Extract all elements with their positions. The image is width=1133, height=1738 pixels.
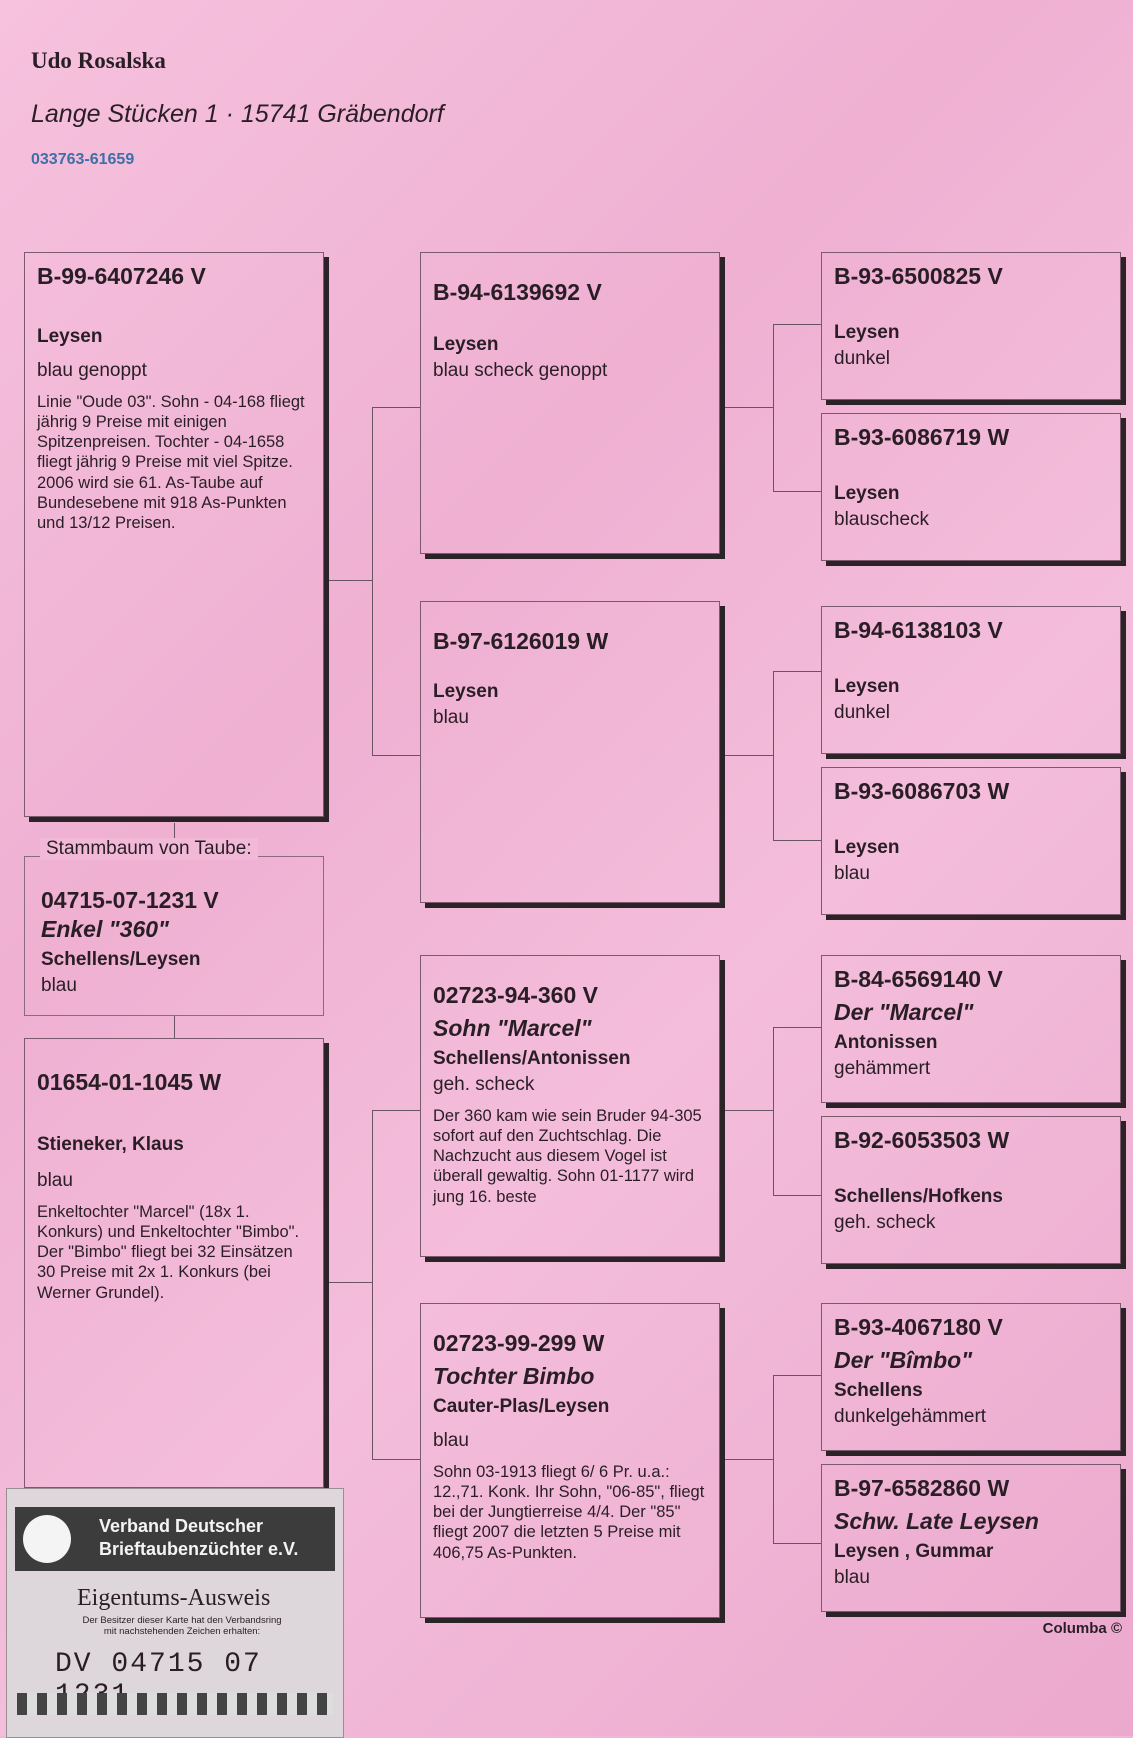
pigeon-name: Der "Marcel" [834, 999, 974, 1025]
feather-color: dunkelgehämmert [834, 1406, 987, 1427]
feather-color: blau [834, 863, 870, 884]
pigeon-name: Sohn "Marcel" [433, 1015, 592, 1041]
gen3-box [821, 955, 1121, 1103]
card-small-print [37, 1615, 327, 1638]
breeder-name: Udo Rosalska [31, 48, 166, 73]
connector [773, 840, 821, 841]
connector [773, 671, 774, 840]
connector [372, 1110, 373, 1459]
breed: Schellens/Hofkens [834, 1186, 1003, 1207]
connector [720, 407, 773, 408]
gen3-box [821, 1116, 1121, 1264]
card-ausweis: Eigentums-Ausweis [77, 1585, 271, 1611]
ring-number: 02723-94-360 V [433, 982, 598, 1008]
breed: Cauter-Plas/Leysen [433, 1396, 610, 1417]
feather-color: blau genoppt [37, 360, 147, 381]
performance-note: Sohn 03-1913 fliegt 6/ 6 Pr. u.a.: 12.,71. Konk. Ihr Sohn, "06-85", fliegt bei der Jungtierreise 4/4. Der "85" fliegt 2007 die letzten 5 Preise mit 406,75 As-Punkten. [433, 1463, 705, 1562]
connector [773, 1543, 821, 1544]
dam-box [24, 1038, 324, 1488]
connector [773, 1195, 821, 1196]
connector [773, 324, 821, 325]
subject-breed: Schellens/Leysen [41, 949, 201, 970]
feather-color: blau [433, 1430, 469, 1451]
connector [372, 407, 420, 408]
sire-box [24, 252, 324, 817]
feather-color: blau [834, 1567, 870, 1588]
connector [773, 1027, 821, 1028]
card-pattern [17, 1693, 333, 1715]
breeder-phone: 033763-61659 [31, 151, 135, 168]
breed: Leysen , Gummar [834, 1541, 994, 1562]
feather-color: blau scheck genoppt [433, 360, 608, 381]
feather-color: dunkel [834, 702, 890, 723]
connector [720, 755, 773, 756]
breed: Leysen [834, 483, 900, 504]
subject-ring-number: 04715-07-1231 V [41, 887, 219, 913]
pigeon-name: Schw. Late Leysen [834, 1508, 1039, 1534]
ring-number: B-92-6053503 W [834, 1127, 1010, 1153]
connector [372, 1459, 420, 1460]
ring-number: B-93-4067180 V [834, 1314, 1003, 1340]
breeder-address: Lange Stücken 1 · 15741 Gräbendorf [31, 100, 444, 128]
connector [372, 1110, 420, 1111]
gen3-box [821, 413, 1121, 561]
pigeon-name: Tochter Bimbo [433, 1363, 595, 1389]
connector [324, 1282, 372, 1283]
feather-color: geh. scheck [834, 1212, 936, 1233]
connector [773, 1375, 774, 1543]
copyright-footer: Columba © [1042, 1620, 1122, 1637]
breed: Leysen [834, 837, 900, 858]
gen2-box [420, 601, 720, 903]
gen3-box [821, 1303, 1121, 1451]
dove-logo-icon [23, 1515, 71, 1563]
gen3-box [821, 252, 1121, 400]
ring-number: 01654-01-1045 W [37, 1069, 222, 1095]
ring-number: B-84-6569140 V [834, 966, 1003, 992]
ring-number: B-99-6407246 V [37, 263, 206, 289]
subject-box [24, 856, 324, 1016]
ring-number: B-97-6582860 W [834, 1475, 1010, 1501]
subject-color: blau [41, 975, 77, 996]
gen3-box [821, 1464, 1121, 1612]
connector [773, 324, 774, 491]
card-small-line1: Der Besitzer dieser Karte hat den Verbandsring [82, 1615, 282, 1626]
connector [372, 407, 373, 755]
connector [324, 580, 372, 581]
subject-name: Enkel "360" [41, 916, 169, 942]
ring-number: B-94-6139692 V [433, 279, 602, 305]
performance-note: Linie "Oude 03". Sohn - 04-168 fliegt jährig 9 Preise mit einigen Spitzenpreisen. Tochter - 04-1658 fliegt jährig 9 Preise mit viel Spitze. 2006 wird sie 61. As-Taube auf Bundesebene mit 918 As-Punkten und 13/12 Preisen. [37, 393, 305, 532]
pigeon-name: Der "Bîmbo" [834, 1347, 973, 1373]
card-header [15, 1507, 335, 1571]
gen3-box [821, 606, 1121, 754]
gen2-box [420, 955, 720, 1257]
breed: Leysen [433, 681, 499, 702]
card-title-line1: Verband Deutscher [99, 1516, 264, 1536]
subject-label: Stammbaum von Taube: [40, 838, 258, 860]
ring-number: 02723-99-299 W [433, 1330, 605, 1356]
feather-color: gehämmert [834, 1058, 931, 1079]
card-title-line2: Brieftaubenzüchter e.V. [99, 1538, 299, 1559]
gen2-box [420, 1303, 720, 1618]
ring-number: B-94-6138103 V [834, 617, 1003, 643]
gen2-box [420, 252, 720, 554]
breed: Schellens/Antonissen [433, 1048, 631, 1069]
breed: Antonissen [834, 1032, 938, 1053]
breed: Stieneker, Klaus [37, 1134, 184, 1155]
card-ring-number: DV 04715 07 [55, 1649, 262, 1680]
feather-color: dunkel [834, 348, 890, 369]
breed: Leysen [834, 676, 900, 697]
connector [773, 491, 821, 492]
connector [174, 1016, 175, 1038]
feather-color: blau [37, 1170, 73, 1191]
breed: Schellens [834, 1380, 923, 1401]
feather-color: geh. scheck [433, 1074, 535, 1095]
performance-note: Enkeltochter "Marcel" (18x 1. Konkurs) und Enkeltochter "Bimbo". Der "Bimbo" fliegt bei 32 Einsätzen 30 Preise mit 2x 1. Konkurs (bei Werner Grundel). [37, 1203, 300, 1302]
card-small-line2: mit nachstehenden Zeichen erhalten: [103, 1626, 261, 1638]
feather-color: blauscheck [834, 509, 930, 530]
connector [773, 1027, 774, 1195]
ring-number: B-93-6086719 W [834, 424, 1010, 450]
connector [372, 755, 420, 756]
connector [773, 671, 821, 672]
connector [720, 1110, 773, 1111]
ring-number: B-93-6500825 V [834, 263, 1003, 289]
ownership-card [6, 1488, 344, 1738]
breed: Leysen [37, 326, 103, 347]
breed: Leysen [834, 322, 900, 343]
ring-number: B-93-6086703 W [834, 778, 1010, 804]
gen3-box [821, 767, 1121, 915]
performance-note: Der 360 kam wie sein Bruder 94-305 sofort auf den Zuchtschlag. Die Nachzucht aus diesem Vogel ist überall gewaltig. Sohn 01-1177 wird jung 16. beste [433, 1107, 702, 1206]
breed: Leysen [433, 334, 499, 355]
card-title [99, 1515, 298, 1560]
connector [720, 1459, 773, 1460]
connector [773, 1375, 821, 1376]
feather-color: blau [433, 707, 469, 728]
ring-number: B-97-6126019 W [433, 628, 609, 654]
